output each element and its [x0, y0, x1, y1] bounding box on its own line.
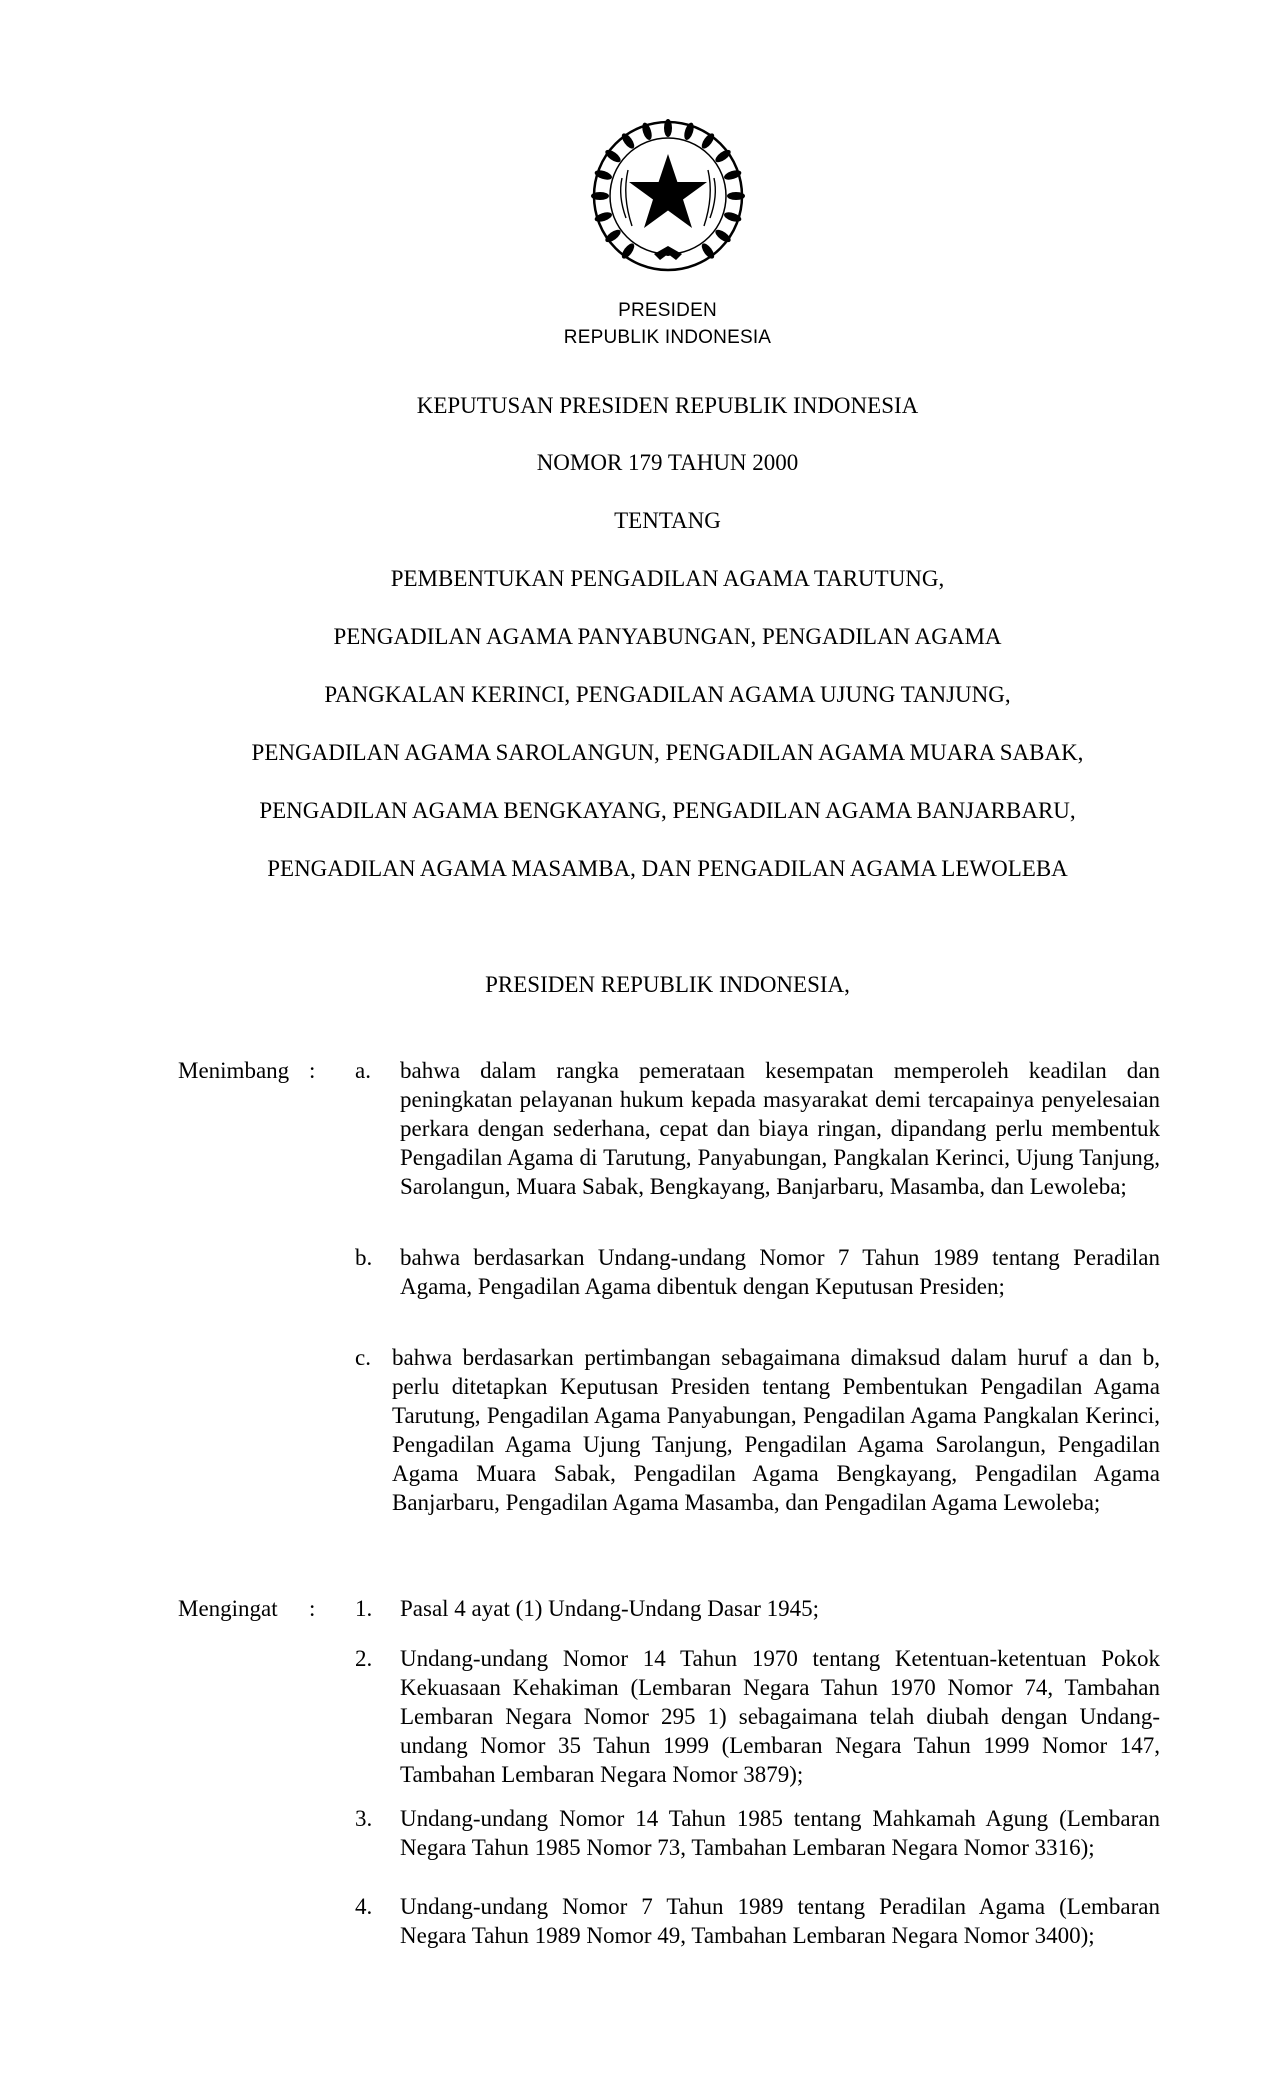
subject-line: PENGADILAN AGAMA PANYABUNGAN, PENGADILAN AGAMA	[333, 624, 1002, 649]
letterhead-presiden: PRESIDEN	[618, 300, 717, 321]
mengingat-item-marker: 4.	[355, 1894, 373, 1919]
mengingat-colon: :	[309, 1596, 316, 1621]
mengingat-item-marker: 2.	[355, 1646, 373, 1671]
mengingat-item-marker: 1.	[355, 1596, 373, 1621]
presidential-emblem-icon	[588, 118, 748, 278]
mengingat-item-text: Pasal 4 ayat (1) Undang-Undang Dasar 1945;	[400, 1596, 819, 1621]
menimbang-item-marker: b.	[355, 1245, 373, 1270]
menimbang-item-text: bahwa berdasarkan pertimbangan sebagaimana dimaksud dalam huruf a dan b, perlu ditetapkan Keputusan Presiden tentang Pembentukan Pengadilan Agama Tarutung, Pengadilan Agama Panyabungan, Pengadilan Agama Pangkalan Kerinci, Pengadilan Agama Ujung Tanjung, Pengadilan Agama Sarolangun, Pengadilan Agama Muara Sabak, Pengadilan Agama Bengkayang, Pengadilan Agama Banjarbaru, Pengadilan Agama Masamba, dan Pengadilan Agama Lewoleba;	[392, 1345, 1160, 1515]
menimbang-item-marker: a.	[355, 1058, 371, 1083]
menimbang-item-text: bahwa dalam rangka pemerataan kesempatan memperoleh keadilan dan peningkatan pelayanan hukum kepada masyarakat demi tercapainya penyelesaian perkara dengan sederhana, cepat dan biaya ringan, dipandang perlu membentuk Pengadilan Agama di Tarutung, Panyabungan, Pangkalan Kerinci, Ujung Tanjung, Sarolangun, Muara Sabak, Bengkayang, Banjarbaru, Masamba, dan Lewoleba;	[400, 1058, 1160, 1199]
subject-line: PENGADILAN AGAMA BENGKAYANG, PENGADILAN AGAMA BANJARBARU,	[259, 798, 1076, 823]
document-number: NOMOR 179 TAHUN 2000	[536, 450, 799, 475]
document-about: TENTANG	[614, 508, 721, 533]
mengingat-item-marker: 3.	[355, 1806, 373, 1831]
mengingat-item-text: Undang-undang Nomor 14 Tahun 1970 tentang Ketentuan-ketentuan Pokok Kekuasaan Kehakiman (Lembaran Negara Tahun 1970 Nomor 74, Tambahan Lembaran Negara Nomor 295 1) sebagaimana telah diubah dengan Undang-undang Nomor 35 Tahun 1999 (Lembaran Negara Tahun 1999 Nomor 147, Tambahan Lembaran Negara Nomor 3879);	[400, 1646, 1160, 1787]
letterhead-republik-indonesia: REPUBLIK INDONESIA	[563, 327, 772, 348]
mengingat-label: Mengingat	[178, 1596, 278, 1621]
subject-line: PEMBENTUKAN PENGADILAN AGAMA TARUTUNG,	[390, 566, 945, 591]
issuer-line: PRESIDEN REPUBLIK INDONESIA,	[485, 972, 850, 997]
subject-line: PENGADILAN AGAMA SAROLANGUN, PENGADILAN AGAMA MUARA SABAK,	[251, 740, 1084, 765]
menimbang-colon: :	[309, 1058, 316, 1083]
subject-line: PENGADILAN AGAMA MASAMBA, DAN PENGADILAN AGAMA LEWOLEBA	[267, 856, 1068, 881]
mengingat-item-text: Undang-undang Nomor 14 Tahun 1985 tentang Mahkamah Agung (Lembaran Negara Tahun 1985 Nomor 73, Tambahan Lembaran Negara Nomor 3316);	[400, 1806, 1160, 1860]
menimbang-item-marker: c.	[355, 1345, 371, 1370]
mengingat-item-text: Undang-undang Nomor 7 Tahun 1989 tentang Peradilan Agama (Lembaran Negara Tahun 1989 Nomor 49, Tambahan Lembaran Negara Nomor 3400);	[400, 1894, 1160, 1948]
subject-line: PANGKALAN KERINCI, PENGADILAN AGAMA UJUNG TANJUNG,	[324, 682, 1011, 707]
menimbang-item-text: bahwa berdasarkan Undang-undang Nomor 7 Tahun 1989 tentang Peradilan Agama, Pengadilan Agama dibentuk dengan Keputusan Presiden;	[400, 1245, 1160, 1299]
menimbang-label: Menimbang	[178, 1058, 290, 1083]
document-type: KEPUTUSAN PRESIDEN REPUBLIK INDONESIA	[416, 393, 919, 418]
